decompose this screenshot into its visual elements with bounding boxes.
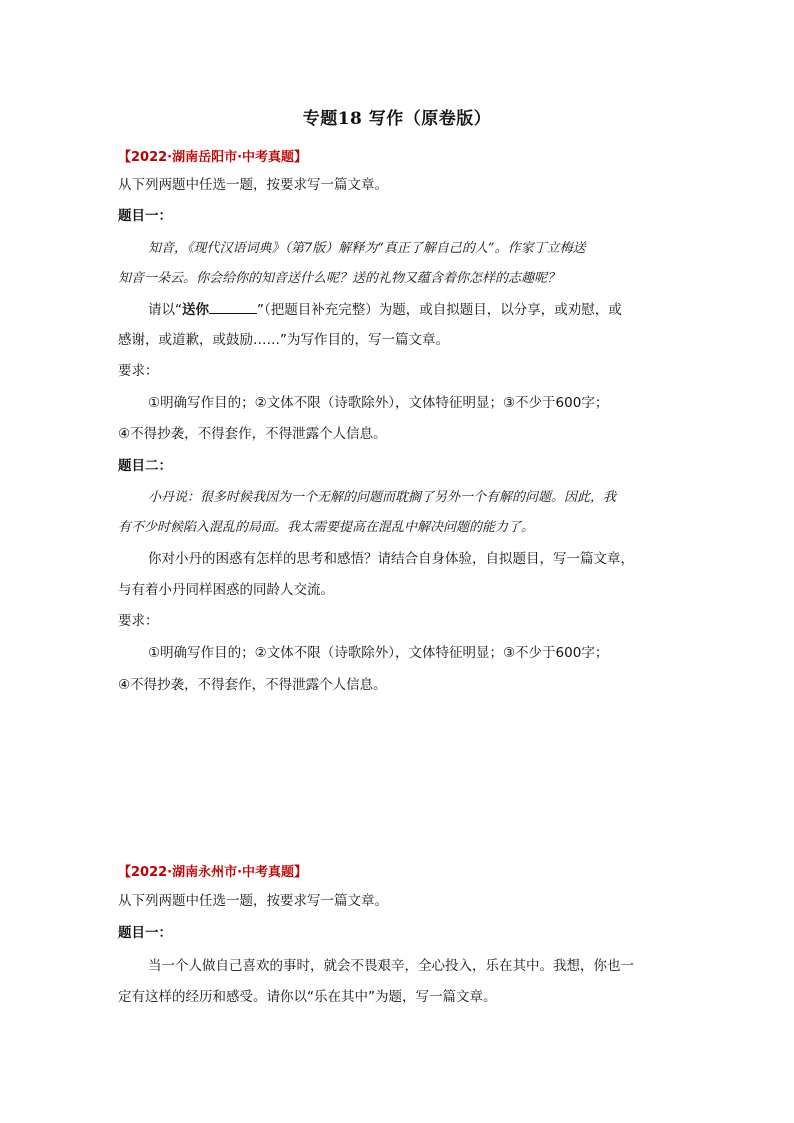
section1-topic1-p2-line1 (148, 300, 622, 319)
section1-topic2-p2-line2: 与有着小丹同样困惑的同龄人交流。 (118, 582, 334, 598)
page-title: 专题18 写作（原卷版） (302, 109, 492, 129)
section1-req2-label: 要求： (118, 613, 159, 629)
topic1-p2-bold: 送你 (182, 302, 209, 318)
section2-intro: 从下列两题中任选一题，按要求写一篇文章。 (118, 893, 388, 909)
section1-req-line2: ④不得抄袭，不得套作，不得泄露个人信息。 (118, 426, 387, 442)
section1-source: 【2022·湖南岳阳市·中考真题】 (118, 150, 308, 165)
title-blank (209, 300, 257, 314)
section2-topic1-label: 题目一： (118, 925, 172, 941)
section1-topic1-p1-line2: 知音一朵云。你会给你的知音送什么呢？送的礼物又蕴含着你怎样的志趣呢？ (118, 271, 561, 286)
topic1-p2-suffix: ”（把题目补充完整）为题，或自拟题目，以分享，或劝慰，或 (257, 302, 622, 318)
topic1-p2-prefix: 请以“ (148, 302, 182, 318)
section1-req-label: 要求： (118, 363, 159, 379)
section1-topic1-p1-line1: 知音，《现代汉语词典》（第7版）解释为“真正了解自己的人”。作家丁立梅送 (148, 241, 586, 256)
section2-source: 【2022·湖南永州市·中考真题】 (118, 865, 308, 880)
section1-topic2-p1-line1: 小丹说：很多时候我因为一个无解的问题而耽搁了另外一个有解的问题。因此，我 (148, 490, 617, 505)
section1-topic2-p2-line1: 你对小丹的困惑有怎样的思考和感悟？请结合自身体验，自拟题目，写一篇文章， (148, 551, 634, 567)
section1-topic1-label: 题目一： (118, 208, 172, 224)
section1-topic1-p2-line2: 感谢，或道歉，或鼓励……”为写作目的，写一篇文章。 (118, 332, 449, 348)
section2-topic1-line1: 当一个人做自己喜欢的事时，就会不畏艰辛，全心投入，乐在其中。我想，你也一 (148, 958, 634, 974)
section1-req-line1: ①明确写作目的；②文体不限（诗歌除外），文体特征明显；③不少于600字； (148, 395, 609, 411)
section1-intro: 从下列两题中任选一题，按要求写一篇文章。 (118, 177, 388, 193)
section1-topic2-p1-line2: 有不少时候陷入混乱的局面。我太需要提高在混乱中解决问题的能力了。 (118, 520, 535, 535)
section1-req2-line1: ①明确写作目的；②文体不限（诗歌除外），文体特征明显；③不少于600字； (148, 645, 609, 661)
section2-topic1-line2: 定有这样的经历和感受。请你以“乐在其中”为题，写一篇文章。 (118, 989, 497, 1005)
section1-topic2-label: 题目二： (118, 458, 172, 474)
section1-req2-line2: ④不得抄袭，不得套作，不得泄露个人信息。 (118, 677, 387, 693)
